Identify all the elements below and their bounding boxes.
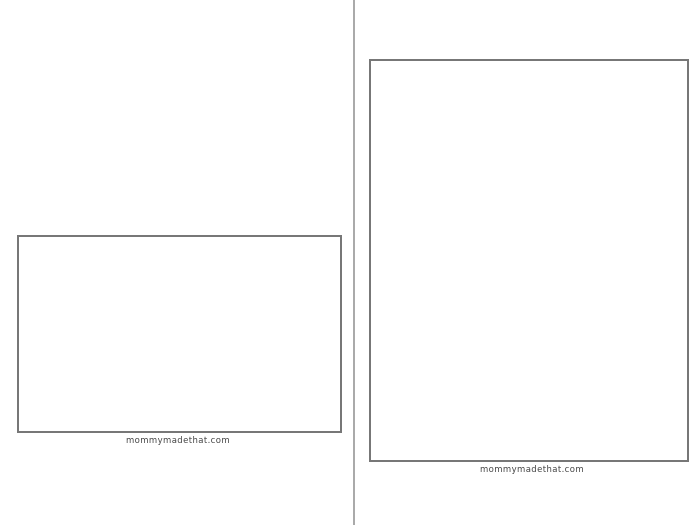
- svg-text:2: 2: [163, 182, 169, 191]
- footer-right: mommymadethat.com: [479, 465, 585, 475]
- svg-text:1: 1: [19, 123, 25, 132]
- footer-left: mommymadethat.com: [125, 436, 231, 446]
- right-practice-box: [369, 59, 689, 462]
- left-practice-box: [17, 235, 342, 433]
- svg-text:3: 3: [72, 168, 78, 177]
- page-divider: [353, 0, 355, 525]
- svg-text:2: 2: [39, 104, 45, 113]
- svg-text:1: 1: [108, 123, 114, 132]
